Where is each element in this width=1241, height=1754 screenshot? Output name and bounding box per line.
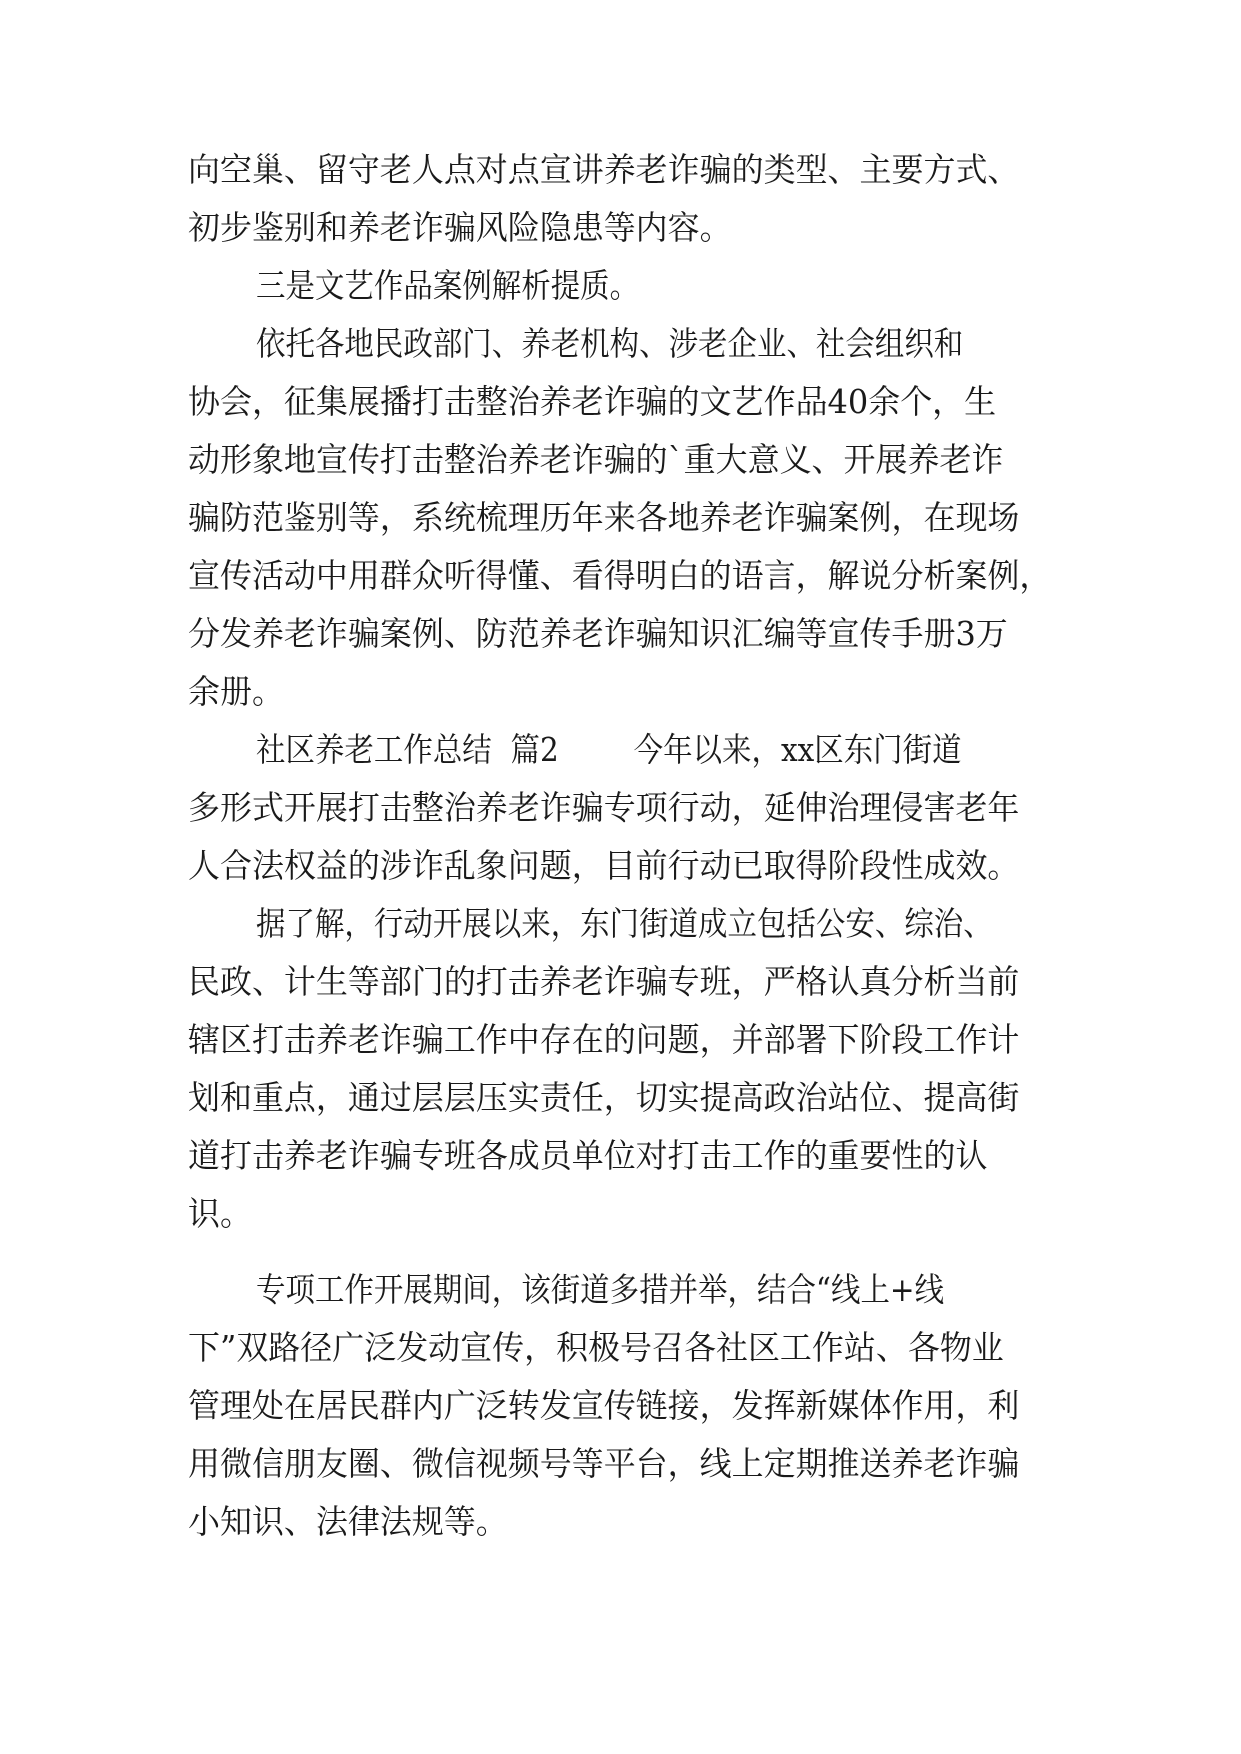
section-heading: 三是文艺作品案例解析提质。 xyxy=(256,266,640,305)
text-line: 余册。 xyxy=(188,672,284,711)
text-line: 下”双路径广泛发动宣传，积极号召各社区工作站、各物业 xyxy=(188,1328,1004,1367)
text-line: 多形式开展打击整治养老诈骗专项行动，延伸治理侵害老年 xyxy=(188,788,1020,827)
text-line: 专项工作开展期间，该街道多措并举，结合“线上+线 xyxy=(256,1270,945,1309)
text-line: 骗防范鉴别等，系统梳理历年来各地养老诈骗案例，在现场 xyxy=(188,498,1020,537)
text-line: 用微信朋友圈、微信视频号等平台，线上定期推送养老诈骗 xyxy=(188,1444,1020,1483)
text-line: 协会，征集展播打击整治养老诈骗的文艺作品40余个，生 xyxy=(188,382,997,421)
text-line: 分发养老诈骗案例、防范养老诈骗知识汇编等宣传手册3万 xyxy=(188,614,1008,653)
text-line: 人合法权益的涉诈乱象问题，目前行动已取得阶段性成效。 xyxy=(188,846,1020,885)
text-line: 小知识、法律法规等。 xyxy=(188,1502,508,1541)
text-line: 辖区打击养老诈骗工作中存在的问题，并部署下阶段工作计 xyxy=(188,1020,1020,1059)
text-line: 据了解，行动开展以来，东门街道成立包括公安、综治、 xyxy=(256,904,993,943)
text-line: 识。 xyxy=(188,1194,252,1233)
text-line: 动形象地宣传打击整治养老诈骗的`重大意义、开展养老诈 xyxy=(188,440,1004,479)
text-line: 宣传活动中用群众听得懂、看得明白的语言，解说分析案例， xyxy=(188,556,1052,595)
text-line: 初步鉴别和养老诈骗风险隐患等内容。 xyxy=(188,208,732,247)
text-line: 划和重点，通过层层压实责任，切实提高政治站位、提高街 xyxy=(188,1078,1020,1117)
text-line: 道打击养老诈骗专班各成员单位对打击工作的重要性的认 xyxy=(188,1136,988,1175)
article-heading-line: 社区养老工作总结 篇2 今年以来，xx区东门街道 xyxy=(256,730,962,769)
text-line: 依托各地民政部门、养老机构、涉老企业、社会组织和 xyxy=(256,324,964,363)
text-line: 管理处在居民群内广泛转发宣传链接，发挥新媒体作用，利 xyxy=(188,1386,1020,1425)
text-line: 民政、计生等部门的打击养老诈骗专班，严格认真分析当前 xyxy=(188,962,1020,1001)
text-line: 向空巢、留守老人点对点宣讲养老诈骗的类型、主要方式、 xyxy=(188,150,1020,189)
